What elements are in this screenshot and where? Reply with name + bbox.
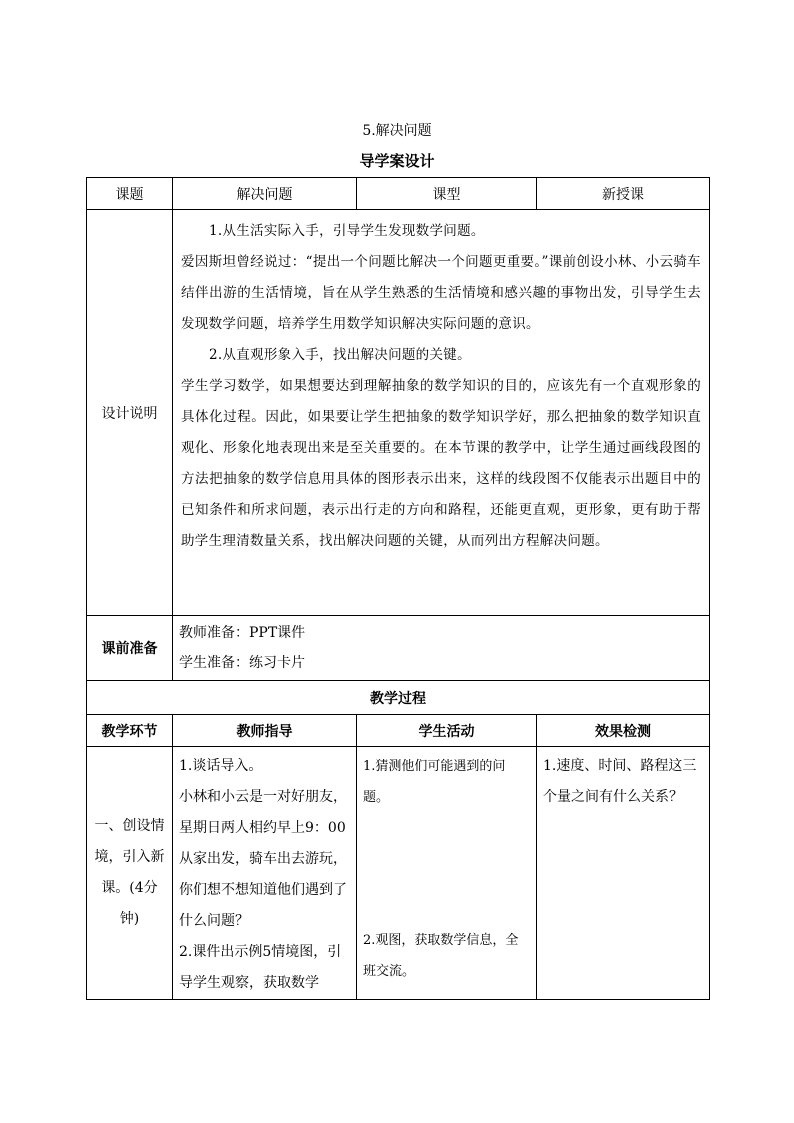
teacher-step-1-detail: 小林和小云是一对好朋友，星期日两人相约早上9：00从家出发，骑车出去游玩，你们想不想知道他们遇到了什么问题？ xyxy=(179,789,347,929)
teacher-guidance-1 xyxy=(173,747,357,1000)
col-student: 学生活动 xyxy=(357,715,537,747)
type-value: 新授课 xyxy=(537,178,710,210)
design-point-2-body: 学生学习数学，如果想要达到理解抽象的数学知识的目的，应该先有一个直观形象的具体化过程。因此，如果要让学生把抽象的数学知识学好，那么把抽象的数学知识直观化、形象化地表现出来是至关重要的。在本节课的教学中，让学生通过画线段图的方法把抽象的数学信息用具体的图形表示出来，这样的线段图不仅能表示出题目中的已知条件和所求问题，表示出行走的方向和路程，还能更直观，更形象，更有助于帮助学生理清数量关系，找出解决问题的关键，从而列出方程解决问题。 xyxy=(181,378,701,549)
col-stage: 教学环节 xyxy=(87,715,173,747)
prep-row xyxy=(87,616,710,681)
type-label: 课型 xyxy=(357,178,537,210)
prep-teacher: 教师准备：PPT课件 xyxy=(179,625,306,641)
design-content xyxy=(173,210,710,616)
design-point-1-heading: 1.从生活实际入手，引导学生发现数学问题。 xyxy=(209,223,485,239)
topic-value: 解决问题 xyxy=(173,178,357,210)
process-heading-row xyxy=(87,681,710,715)
lesson-plan-table xyxy=(86,177,710,1000)
design-label: 设计说明 xyxy=(87,210,173,616)
topic-label: 课题 xyxy=(87,178,173,210)
col-teacher: 教师指导 xyxy=(173,715,357,747)
check-question-1: 1.速度、时间、路程这三个量之间有什么关系？ xyxy=(543,758,697,805)
prep-student: 学生准备：练习卡片 xyxy=(179,655,305,671)
document-title: 5.解决问题 xyxy=(362,123,432,139)
prep-label: 课前准备 xyxy=(87,616,173,681)
design-row xyxy=(87,210,710,616)
col-check: 效果检测 xyxy=(537,715,710,747)
process-columns-row xyxy=(87,715,710,747)
header-row xyxy=(87,178,710,210)
process-stage-1-row xyxy=(87,747,710,1000)
stage-1: 一、创设情境，引入新课。(4分钟) xyxy=(87,747,173,1000)
process-heading: 教学过程 xyxy=(87,681,710,715)
prep-content xyxy=(173,616,710,681)
teacher-step-2: 2.课件出示例5情境图，引导学生观察，获取数学 xyxy=(179,944,342,991)
student-step-2: 2.观图，获取数学信息，全班交流。 xyxy=(363,933,519,979)
teacher-step-1: 1.谈话导入。 xyxy=(179,758,263,774)
document-subtitle: 导学案设计 xyxy=(359,152,435,170)
student-activity-1 xyxy=(357,747,537,1000)
effect-check-1 xyxy=(537,747,710,1000)
design-point-2-heading: 2.从直观形象入手，找出解决问题的关键。 xyxy=(209,347,471,363)
design-point-1-body: 爱因斯坦曾经说过：“提出一个问题比解决一个问题更重要。”课前创设小林、小云骑车结伴出游的生活情境，旨在从学生熟悉的生活情境和感兴趣的事物出发，引导学生去发现数学问题，培养学生用数学知识解决实际问题的意识。 xyxy=(181,254,701,332)
student-step-1: 1.猜测他们可能遇到的问题。 xyxy=(363,759,506,805)
